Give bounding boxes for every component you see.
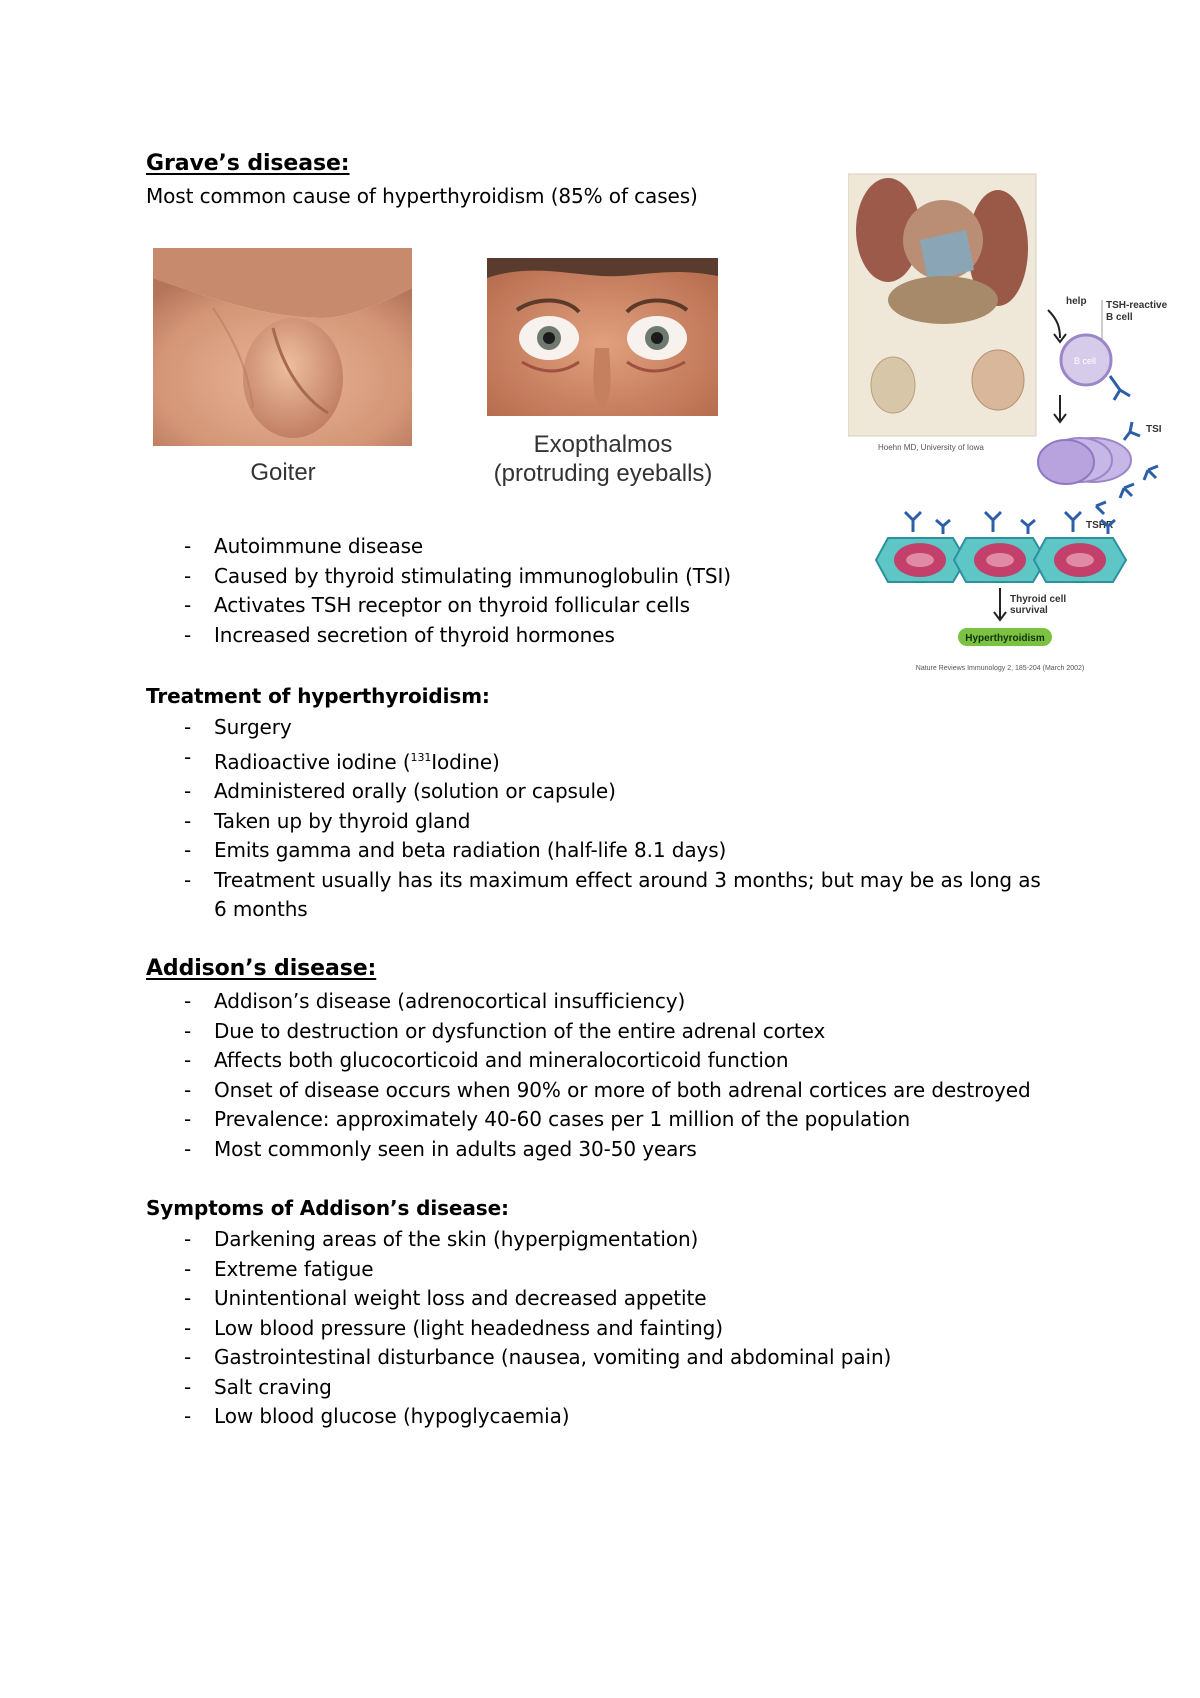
list-item: - Taken up by thyroid gland — [184, 808, 471, 833]
outcome-label: Hyperthyroidism — [965, 633, 1045, 644]
list-item: - Low blood pressure (light headedness and fainting) — [184, 1315, 723, 1340]
list-item: - Salt craving — [184, 1374, 332, 1399]
symptoms-heading: Symptoms of Addison’s disease: — [146, 1196, 509, 1220]
survival-label-1: Thyroid cell — [1010, 594, 1067, 605]
list-item: - Surgery — [184, 715, 292, 739]
goiter-caption: Goiter — [250, 459, 316, 486]
treatment-bullet-list — [146, 713, 1054, 925]
exophthalmos-caption-1: Exopthalmos — [533, 431, 673, 458]
goiter-photo — [153, 248, 412, 446]
list-item: - Activates TSH receptor on thyroid follicular cells — [184, 593, 690, 617]
list-item: - Due to destruction or dysfunction of the entire adrenal cortex — [184, 1018, 826, 1043]
list-item: - Increased secretion of thyroid hormones — [184, 622, 615, 647]
tsi-label: TSI — [1146, 424, 1162, 435]
b-cell-label-1: TSH-reactive — [1106, 300, 1168, 311]
list-item: - Administered orally (solution or capsule) — [184, 779, 616, 803]
list-item: - Affects both glucocorticoid and mineralocorticoid function — [184, 1048, 789, 1072]
b-cell-text: B cell — [1074, 356, 1097, 366]
addisons-heading: Addison’s disease: — [146, 956, 377, 981]
list-item: - Autoimmune disease — [184, 534, 424, 558]
list-item: - Treatment usually has its maximum effect around 3 months; but may be as long as 6 months — [184, 867, 1041, 921]
list-item: - Radioactive iodine ($^{131}$Iodine) — [184, 744, 500, 774]
list-item: - Caused by thyroid stimulating immunoglobulin (TSI) — [184, 563, 731, 588]
symptoms-bullet-list — [146, 1225, 891, 1432]
list-item: - Most commonly seen in adults aged 30-50 years — [184, 1136, 697, 1161]
treatment-heading: Treatment of hyperthyroidism: — [146, 684, 490, 708]
diagram-source: Nature Reviews Immunology 2, 185-204 (March 2002) — [915, 665, 1085, 672]
list-item: - Low blood glucose (hypoglycaemia) — [184, 1404, 570, 1428]
b-cell-label-2: B cell — [1106, 312, 1133, 323]
list-item: - Darkening areas of the skin (hyperpigmentation) — [184, 1227, 699, 1251]
survival-label-2: survival — [1010, 605, 1048, 616]
list-item: - Addison’s disease (adrenocortical insufficiency) — [184, 989, 686, 1013]
graves-mechanism-figure — [848, 170, 1188, 690]
addisons-bullet-list — [146, 987, 1031, 1164]
list-item: - Extreme fatigue — [184, 1256, 374, 1281]
list-item: - Gastrointestinal disturbance (nausea, vomiting and abdominal pain) — [184, 1345, 892, 1369]
tshr-label: TSHR — [1086, 520, 1114, 531]
exophthalmos-photo — [487, 258, 718, 416]
list-item: - Emits gamma and beta radiation (half-life 8.1 days) — [184, 838, 727, 862]
list-item: - Onset of disease occurs when 90% or more of both adrenal cortices are destroyed — [184, 1077, 1031, 1102]
atlas-credit: Hoehn MD, University of Iowa — [878, 443, 984, 452]
help-label: help — [1066, 296, 1087, 307]
graves-intro: Most common cause of hyperthyroidism (85% of cases) — [146, 184, 698, 208]
graves-heading: Grave’s disease: — [146, 151, 350, 176]
list-item: - Prevalence: approximately 40-60 cases per 1 million of the population — [184, 1107, 911, 1131]
graves-bullet-list — [146, 532, 731, 650]
exophthalmos-caption-2: (protruding eyeballs) — [493, 460, 713, 487]
list-item: - Unintentional weight loss and decreased appetite — [184, 1286, 707, 1310]
